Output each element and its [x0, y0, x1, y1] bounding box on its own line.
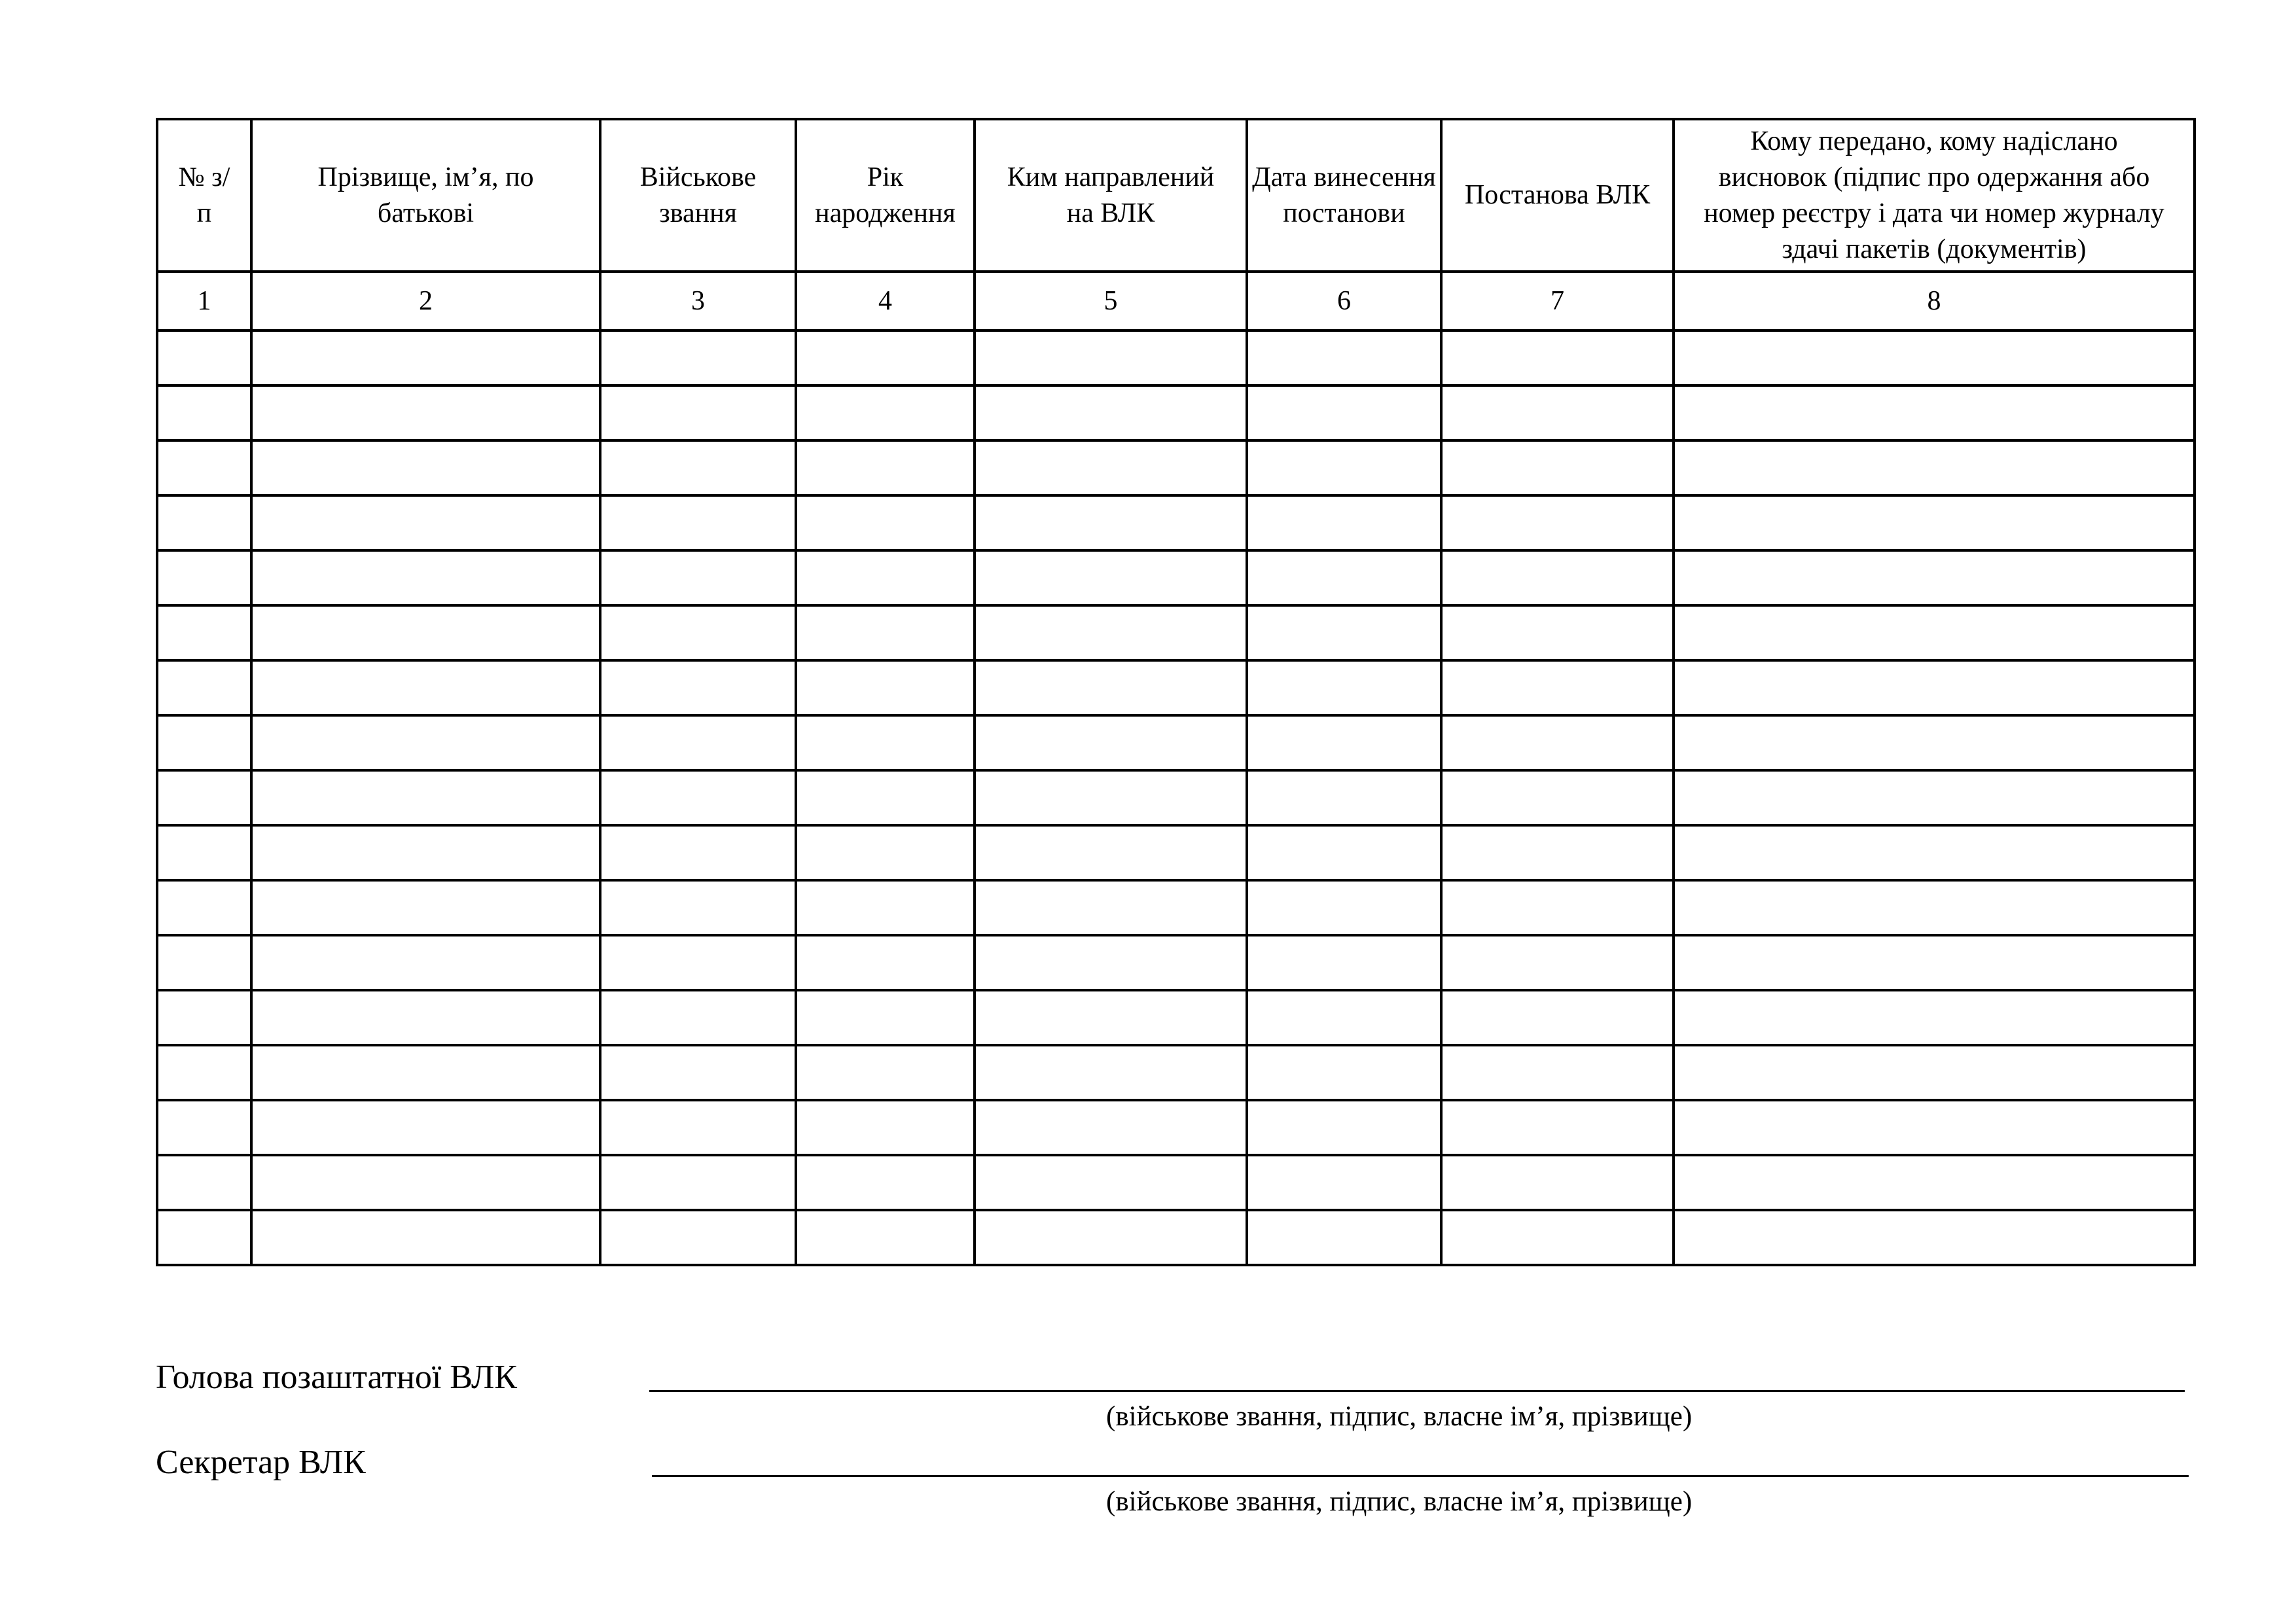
table-row	[157, 1045, 2195, 1100]
table-cell[interactable]	[251, 660, 600, 715]
table-cell[interactable]	[1247, 935, 1441, 990]
table-cell[interactable]	[1441, 330, 1674, 385]
table-cell[interactable]	[600, 1210, 796, 1265]
table-cell[interactable]	[251, 880, 600, 935]
table-cell[interactable]	[251, 495, 600, 550]
table-cell[interactable]	[796, 440, 975, 495]
table-cell[interactable]	[600, 1100, 796, 1155]
table-cell[interactable]	[157, 440, 251, 495]
column-number: 1	[157, 272, 251, 330]
table-cell[interactable]	[1674, 880, 2195, 935]
table-cell[interactable]	[1674, 1100, 2195, 1155]
header-rank: Військове звання	[600, 119, 796, 272]
table-row	[157, 715, 2195, 770]
table-cell[interactable]	[157, 495, 251, 550]
table-cell[interactable]	[1674, 1155, 2195, 1210]
table-cell[interactable]	[1441, 715, 1674, 770]
table-cell[interactable]	[1247, 1155, 1441, 1210]
column-number: 2	[251, 272, 600, 330]
table-cell[interactable]	[1674, 550, 2195, 605]
table-row	[157, 1155, 2195, 1210]
table-cell[interactable]	[796, 1210, 975, 1265]
table-cell[interactable]	[251, 990, 600, 1045]
table-row	[157, 440, 2195, 495]
table-cell[interactable]	[600, 660, 796, 715]
header-birth-year: Рік народження	[796, 119, 975, 272]
table-cell[interactable]	[796, 330, 975, 385]
table-cell[interactable]	[157, 1045, 251, 1100]
table-cell[interactable]	[1674, 605, 2195, 660]
table-cell[interactable]	[796, 550, 975, 605]
table-cell[interactable]	[1674, 990, 2195, 1045]
table-cell[interactable]	[157, 990, 251, 1045]
table-cell[interactable]	[1441, 385, 1674, 440]
table-cell[interactable]	[1441, 1155, 1674, 1210]
table-cell[interactable]	[1247, 990, 1441, 1045]
table-cell[interactable]	[157, 770, 251, 825]
table-cell[interactable]	[1674, 1210, 2195, 1265]
column-number: 8	[1674, 272, 2195, 330]
table-cell[interactable]	[975, 1100, 1247, 1155]
table-cell[interactable]	[796, 770, 975, 825]
table-cell[interactable]	[1441, 550, 1674, 605]
table-cell[interactable]	[251, 770, 600, 825]
column-number: 3	[600, 272, 796, 330]
table-row	[157, 550, 2195, 605]
table-cell[interactable]	[251, 1100, 600, 1155]
table-row	[157, 1210, 2195, 1265]
table-cell[interactable]	[1674, 935, 2195, 990]
table-cell[interactable]	[157, 550, 251, 605]
table-cell[interactable]	[600, 1045, 796, 1100]
table-cell[interactable]	[1247, 825, 1441, 880]
table-row	[157, 330, 2195, 385]
table-body	[157, 330, 2195, 1265]
table-cell[interactable]	[975, 1155, 1247, 1210]
table-cell[interactable]	[1441, 935, 1674, 990]
table-cell[interactable]	[975, 385, 1247, 440]
table-cell[interactable]	[1674, 715, 2195, 770]
header-transferred-to: Кому передано, кому надіслано висновок (підпис про одержання або номер реєстру і дата чи номер журналу здачі пакетів (документів)	[1674, 119, 2195, 272]
table-cell[interactable]	[251, 440, 600, 495]
table-cell[interactable]	[600, 935, 796, 990]
table-cell[interactable]	[600, 880, 796, 935]
table-row	[157, 880, 2195, 935]
head-signature-line[interactable]	[649, 1390, 2185, 1392]
header-row	[157, 119, 2195, 272]
table-cell[interactable]	[600, 605, 796, 660]
table-row	[157, 770, 2195, 825]
table-cell[interactable]	[796, 1100, 975, 1155]
header-number: № з/п	[157, 119, 251, 272]
table-cell[interactable]	[251, 1210, 600, 1265]
table-cell[interactable]	[975, 605, 1247, 660]
table-cell[interactable]	[157, 1210, 251, 1265]
table-row	[157, 385, 2195, 440]
table-cell[interactable]	[975, 990, 1247, 1045]
secretary-caption: (військове звання, підпис, власне ім’я, прізвище)	[1106, 1486, 1693, 1517]
table-cell[interactable]	[975, 935, 1247, 990]
header-decision: Постанова ВЛК	[1441, 119, 1674, 272]
table-cell[interactable]	[157, 385, 251, 440]
table-row	[157, 660, 2195, 715]
table-cell[interactable]	[975, 770, 1247, 825]
table-cell[interactable]	[1247, 1045, 1441, 1100]
head-label: Голова позаштатної ВЛК	[156, 1359, 517, 1396]
table-cell[interactable]	[600, 330, 796, 385]
table-cell[interactable]	[1247, 330, 1441, 385]
table-cell[interactable]	[1441, 495, 1674, 550]
table-cell[interactable]	[157, 825, 251, 880]
table-cell[interactable]	[251, 330, 600, 385]
table-cell[interactable]	[1247, 1210, 1441, 1265]
column-number: 5	[975, 272, 1247, 330]
table-cell[interactable]	[251, 825, 600, 880]
table-cell[interactable]	[251, 935, 600, 990]
table-row	[157, 825, 2195, 880]
table-cell[interactable]	[1247, 770, 1441, 825]
table-cell[interactable]	[1441, 1210, 1674, 1265]
table-cell[interactable]	[600, 385, 796, 440]
table-cell[interactable]	[157, 715, 251, 770]
table-cell[interactable]	[1247, 880, 1441, 935]
table-cell[interactable]	[975, 660, 1247, 715]
table-cell[interactable]	[1441, 1100, 1674, 1155]
table-cell[interactable]	[796, 1045, 975, 1100]
header-decision-date: Дата винесення постанови	[1247, 119, 1441, 272]
table-cell[interactable]	[1441, 880, 1674, 935]
table-cell[interactable]	[1674, 1045, 2195, 1100]
table-cell[interactable]	[157, 935, 251, 990]
table-cell[interactable]	[1247, 605, 1441, 660]
table-cell[interactable]	[796, 495, 975, 550]
table-cell[interactable]	[251, 385, 600, 440]
table-cell[interactable]	[975, 825, 1247, 880]
table-cell[interactable]	[157, 880, 251, 935]
table-cell[interactable]	[1247, 550, 1441, 605]
table-row	[157, 935, 2195, 990]
column-number: 7	[1441, 272, 1674, 330]
table-cell[interactable]	[157, 330, 251, 385]
table-cell[interactable]	[157, 605, 251, 660]
table-cell[interactable]	[1441, 605, 1674, 660]
table-row	[157, 495, 2195, 550]
table-cell[interactable]	[975, 715, 1247, 770]
table-cell[interactable]	[600, 495, 796, 550]
table-row	[157, 990, 2195, 1045]
table-cell[interactable]	[251, 550, 600, 605]
table-row	[157, 605, 2195, 660]
table-cell[interactable]	[600, 825, 796, 880]
table-cell[interactable]	[975, 880, 1247, 935]
table-cell[interactable]	[1247, 385, 1441, 440]
table-cell[interactable]	[1674, 660, 2195, 715]
table-cell[interactable]	[1247, 715, 1441, 770]
table-cell[interactable]	[1247, 660, 1441, 715]
table-cell[interactable]	[1247, 495, 1441, 550]
table-cell[interactable]	[1674, 385, 2195, 440]
table-cell[interactable]	[600, 990, 796, 1045]
table-cell[interactable]	[157, 1155, 251, 1210]
registry-table	[156, 118, 2196, 1266]
table-cell[interactable]	[1441, 440, 1674, 495]
table-cell[interactable]	[251, 1045, 600, 1100]
column-number: 4	[796, 272, 975, 330]
head-caption: (військове звання, підпис, власне ім’я, прізвище)	[1106, 1401, 1693, 1432]
column-number-row	[157, 272, 2195, 330]
table-cell[interactable]	[1441, 770, 1674, 825]
header-referred-by: Ким направлений на ВЛК	[975, 119, 1247, 272]
table-cell[interactable]	[157, 660, 251, 715]
table-cell[interactable]	[975, 1210, 1247, 1265]
table-cell[interactable]	[1674, 440, 2195, 495]
table-cell[interactable]	[1441, 825, 1674, 880]
secretary-signature-line[interactable]	[652, 1475, 2189, 1477]
table-cell[interactable]	[975, 330, 1247, 385]
table-cell[interactable]	[975, 1045, 1247, 1100]
table-cell[interactable]	[1441, 1045, 1674, 1100]
table-cell[interactable]	[157, 1100, 251, 1155]
column-number: 6	[1247, 272, 1441, 330]
table-cell[interactable]	[600, 770, 796, 825]
table-cell[interactable]	[796, 935, 975, 990]
table-cell[interactable]	[796, 825, 975, 880]
table-cell[interactable]	[975, 440, 1247, 495]
table-cell[interactable]	[600, 440, 796, 495]
table-cell[interactable]	[796, 660, 975, 715]
table-cell[interactable]	[251, 715, 600, 770]
table-cell[interactable]	[600, 550, 796, 605]
table-cell[interactable]	[796, 880, 975, 935]
table-cell[interactable]	[1674, 495, 2195, 550]
secretary-label: Секретар ВЛК	[156, 1444, 366, 1481]
table-cell[interactable]	[1247, 1100, 1441, 1155]
table-cell[interactable]	[1441, 990, 1674, 1045]
table-cell[interactable]	[975, 495, 1247, 550]
table-cell[interactable]	[1674, 770, 2195, 825]
table-cell[interactable]	[796, 1155, 975, 1210]
table-cell[interactable]	[796, 605, 975, 660]
header-full-name: Прізвище, ім’я, по батькові	[251, 119, 600, 272]
table-cell[interactable]	[251, 1155, 600, 1210]
table-cell[interactable]	[796, 715, 975, 770]
table-cell[interactable]	[796, 990, 975, 1045]
table-cell[interactable]	[975, 550, 1247, 605]
table-cell[interactable]	[1441, 660, 1674, 715]
table-cell[interactable]	[251, 605, 600, 660]
table-cell[interactable]	[600, 715, 796, 770]
table-cell[interactable]	[600, 1155, 796, 1210]
table-row	[157, 1100, 2195, 1155]
table-cell[interactable]	[1247, 440, 1441, 495]
table-cell[interactable]	[796, 385, 975, 440]
table-cell[interactable]	[1674, 330, 2195, 385]
table-cell[interactable]	[1674, 825, 2195, 880]
